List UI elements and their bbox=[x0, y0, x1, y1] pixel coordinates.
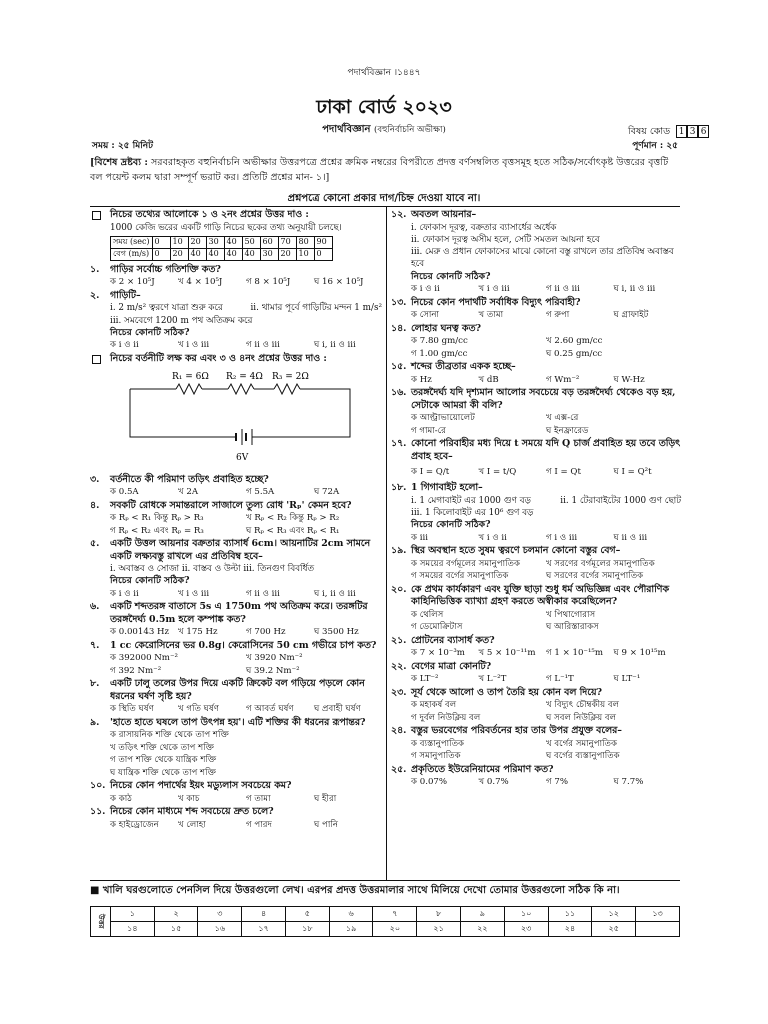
resistor-label-r3: R₃ = 2Ω bbox=[272, 372, 309, 383]
option: গ ডেমোক্রিটাস bbox=[411, 622, 463, 633]
stem-1-2: নিচের তথ্যের আলোকে ১ ও ২নং প্রশ্নের উত্তর দাও : bbox=[90, 209, 382, 222]
option: খ বর্গের সমানুপাতিক bbox=[546, 738, 618, 749]
battery-voltage-label: 6V bbox=[236, 453, 249, 464]
special-note-text: সরবরাহকৃত বহুনির্বাচনি অভীক্ষার উত্তরপত্রে প্রশ্নের ক্রমিক নম্বরের বিপরীতে প্রদত্ত বর্ণসম্বলিত বৃত্তসমূহ হতে সঠিক/সর্বোৎকৃষ্ট উত্তরের বৃত্তটি বল পয়েন্ট কলম দ্বারা সম্পূর্ণ ভরাট কর। প্রতিটি প্রশ্নের মান- ১।] bbox=[90, 157, 669, 183]
option: খ সরণের বর্গমূলের সমানুপাতিক bbox=[546, 558, 655, 569]
time-allowed: সময় : ২৫ মিনিট bbox=[92, 141, 154, 151]
bottom-divider bbox=[90, 880, 680, 881]
option: গ ii ও iii bbox=[246, 340, 280, 351]
option: খ dB bbox=[478, 374, 499, 385]
subject-note: (বহুনির্বাচনি অভীক্ষা) bbox=[374, 125, 446, 135]
subject-code bbox=[628, 125, 709, 138]
option: ক i ও ii bbox=[110, 588, 139, 599]
option: ক 0.00143 Hz bbox=[110, 627, 170, 638]
square-bullet-icon bbox=[92, 211, 101, 220]
option: গ পারদ bbox=[246, 819, 272, 830]
question-3: ৩. বর্তনীতে কী পরিমাণ তড়িৎ প্রবাহিত হচ্ছে? ক 0.5A খ 2A গ 5.5A ঘ 72A bbox=[90, 474, 382, 499]
question-5: ৫. একটি উত্তল আয়নার বক্রতার ব্যাসার্ধ 6cm। আয়নাটির 2cm সামনে একটি লক্ষ্যবস্তু রাখলে এর প্রতিবিম্ব হবে– i. অবাস্তব ও সোজা ii. বাস্তব ও উল্টা iii. তিনগুণ বিবর্ধিত নিচের কোনটি সঠিক? ক i ও ii খ i ও iii গ ii ও iii ঘ i, ii ও iii bbox=[90, 538, 382, 600]
option: খ i ও iii bbox=[478, 284, 510, 295]
option: গ আবর্ত ঘর্ষণ bbox=[246, 704, 294, 715]
option: খ 2.60 gm/cc bbox=[546, 336, 603, 347]
code-digit: 6 bbox=[698, 125, 709, 138]
option: খ 2A bbox=[178, 487, 199, 498]
option: ক কাঠ bbox=[110, 793, 132, 804]
option: খ I = t/Q bbox=[478, 467, 517, 478]
option: ক 7 × 10⁻³m bbox=[411, 648, 465, 659]
special-note-label: [বিশেষ দ্রষ্টব্য : bbox=[90, 157, 148, 168]
option: ঘ বর্গের ব্যস্তানুপাতিক bbox=[546, 751, 620, 762]
option: গ সমানুপাতিক bbox=[411, 751, 461, 762]
option: ক 2 × 10⁵J bbox=[110, 277, 155, 288]
option: ক 0.07% bbox=[411, 777, 448, 788]
option: খ i ও iii bbox=[178, 588, 210, 599]
option: ঘ হীরা bbox=[314, 793, 337, 804]
option: ক ব্যস্তানুপাতিক bbox=[411, 738, 465, 749]
question-9: ৯. 'হাতে হাতে ঘষলে তাপ উৎপন্ন হয়'। এটি শক্তির কী ধরনের রূপান্তর? ক রাসায়নিক শক্তি থেকে তাপ শক্তি খ তড়িৎ শক্তি থেকে তাপ শক্তি গ তাপ শক্তি থেকে যান্ত্রিক শক্তি ঘ যান্ত্রিক শক্তি থেকে তাপ শক্তি bbox=[90, 717, 382, 780]
option: গ ii ও iii bbox=[246, 588, 280, 599]
option: ঘ 39.2 Nm⁻² bbox=[246, 665, 300, 676]
option: ঘ 3500 Hz bbox=[314, 627, 359, 638]
option: ক সময়ের বর্গমূলের সমানুপাতিক bbox=[411, 558, 520, 569]
option: গ তামা bbox=[246, 793, 271, 804]
option: খ Rₚ < R₂ কিন্তু Rₚ > R₂ bbox=[246, 513, 340, 524]
option: খ 5 × 10⁻¹¹m bbox=[478, 648, 536, 659]
table-row: উত্তর ১ ২ ৩ ৪ ৫ ৬ ৭ ৮ ৯ ১০ ১১ ১২ ১৩ bbox=[91, 907, 680, 922]
question-25: ২৫. প্রকৃতিতে ইউরেনিয়ামের পরিমাণ কত? ক 0.07% খ 0.7% গ 7% ঘ 7.7% bbox=[391, 764, 681, 789]
option: ঘ W-Hz bbox=[613, 374, 645, 385]
option: খ 3920 Nm⁻² bbox=[246, 653, 303, 664]
option: ক থেলিস bbox=[411, 609, 444, 620]
option: গ 5.5A bbox=[246, 487, 275, 498]
table-row: ১৪ ১৫ ১৬ ১৭ ১৮ ১৯ ২০ ২১ ২২ ২৩ ২৪ ২৫ bbox=[91, 922, 680, 937]
option: ক রাসায়নিক শক্তি থেকে তাপ শক্তি bbox=[110, 730, 229, 741]
resistor-r3 bbox=[274, 384, 300, 394]
option: ঘ 16 × 10⁵J bbox=[314, 277, 364, 288]
option: গ I = Qt bbox=[546, 467, 581, 478]
option: গ ii ও iii bbox=[546, 284, 580, 295]
question-18: ১৮. 1 গিগাবাইট হলো– i. 1 মেগাবাইট এর 1000 গুণ বড় ii. 1 টেরাবাইটের 1000 গুণ ছোট iii. 1 কিলোবাইট এর 10⁶ গুণ বড় নিচের কোনটি সঠিক? ক iii খ i ও ii গ i ও iii ঘ ii ও iii bbox=[391, 482, 681, 543]
resistor-label-r1: R₁ = 6Ω bbox=[172, 372, 209, 383]
option: ক আল্ট্রাভায়োলেট bbox=[411, 413, 475, 424]
option: ঘ সরণের বর্গের সমানুপাতিক bbox=[546, 571, 644, 582]
resistor-r2 bbox=[228, 384, 254, 394]
question-12: ১২. অবতল আয়নার– i. ফোকাস দূরত্ব, বক্রতার ব্যাসার্ধের অর্ধেক ii. ফোকাস দূরত্ব অসীম হলে, সেটি সমতল আয়না হবে iii. মেরু ও প্রধান ফোকাসের মাঝে কোনো বস্তু রাখলে তার প্রতিবিম্ব অবাস্তব হবে নিচের কোনটি সঠিক? ক i ও ii খ i ও iii গ ii ও iii ঘ i, ii ও iii bbox=[391, 209, 681, 296]
option: ক মহাকর্ষ বল bbox=[411, 700, 457, 711]
stem-3-4: নিচের বর্তনীটি লক্ষ কর এবং ৩ ও ৪নং প্রশ্নের উত্তর দাও : bbox=[90, 353, 382, 366]
question-19: ১৯. স্থির অবস্থান হতে সুষম ত্বরণে চলমান কোনো বস্তুর বেগ– ক সময়ের বর্গমূলের সমানুপাতিক খ সরণের বর্গমূলের সমানুপাতিক গ সময়ের বর্গের সমানুপাতিক ঘ সরণের বর্গের সমানুপাতিক bbox=[391, 545, 681, 583]
option: গ দুর্বল নিউক্লিয় বল bbox=[411, 712, 481, 723]
column-divider bbox=[386, 207, 387, 880]
option: ঘ I = Q²t bbox=[613, 467, 652, 478]
question-17: ১৭. কোনো পরিবাহীর মধ্য দিয়ে t সময়ে যদি Q চার্জ প্রবাহিত হয় তবে তড়িৎ প্রবাহ হবে– ক I = Q/t খ I = t/Q গ I = Qt ঘ I = Q²t bbox=[391, 438, 681, 481]
top-divider bbox=[90, 206, 680, 207]
question-24: ২৪. বস্তুর ভরবেগের পরিবর্তনের হার তার উপর প্রযুক্ত বলের– ক ব্যস্তানুপাতিক খ বর্গের সমানুপাতিক গ সমানুপাতিক ঘ বর্গের ব্যস্তানুপাতিক bbox=[391, 725, 681, 763]
option: খ 4 × 10⁵J bbox=[178, 277, 223, 288]
option: গ রুপা bbox=[546, 310, 570, 321]
option: গ তাপ শক্তি থেকে যান্ত্রিক শক্তি bbox=[110, 755, 217, 766]
option: ঘ i, ii ও iii bbox=[314, 340, 356, 351]
option: ক iii bbox=[411, 532, 428, 543]
velocity-time-table bbox=[110, 236, 333, 261]
option: গ 1.00 gm/cc bbox=[411, 348, 468, 359]
option: খ লোহা bbox=[178, 819, 206, 830]
option: ক 7.80 gm/cc bbox=[411, 336, 468, 347]
question-15: ১৫. শব্দের তীব্রতার একক হচ্ছে– ক Hz খ dB গ Wm⁻² ঘ W-Hz bbox=[391, 361, 681, 386]
left-column bbox=[90, 209, 382, 832]
option: ঘ Rₚ < R₃ এবং Rₚ < R₁ bbox=[246, 525, 340, 536]
option: গ 700 Hz bbox=[246, 627, 286, 638]
option: ঘ ii ও iii bbox=[613, 532, 648, 543]
option: খ i ও ii bbox=[478, 532, 507, 543]
answer-grid-label: উত্তর bbox=[91, 907, 111, 937]
option: খ কাচ bbox=[178, 793, 200, 804]
option: ক Hz bbox=[411, 374, 432, 385]
question-22: ২২. বেগের মাত্রা কোনটি? ক LT⁻² খ L⁻²T গ L⁻¹T ঘ LT⁻¹ bbox=[391, 661, 681, 686]
special-note bbox=[90, 155, 680, 185]
option: গ Wm⁻² bbox=[546, 374, 580, 385]
right-column bbox=[391, 209, 681, 790]
full-marks: পূর্ণমান : ২৫ bbox=[632, 141, 678, 151]
page-title: ঢাকা বোর্ড ২০২৩ bbox=[316, 96, 452, 118]
code-digit: 3 bbox=[687, 125, 698, 138]
running-head: পদার্থবিজ্ঞান ।১৪৪৭ bbox=[347, 68, 421, 78]
question-23: ২৩. সূর্য থেকে আলো ও তাপ তৈরি হয় কোন বল দিয়ে? ক মহাকর্ষ বল খ বিদ্যুৎ চৌম্বকীয় বল গ দুর্বল নিউক্লিয় বল ঘ সবল নিউক্লিয় বল bbox=[391, 687, 681, 725]
subject-code-boxes bbox=[676, 125, 709, 138]
option: ঘ গ্রাফাইট bbox=[613, 310, 649, 321]
option: ঘ 0.25 gm/cc bbox=[546, 348, 603, 359]
stem-text: 1000 কেজি ভরের একটি গাড়ি নিচের ছকের তথ্য অনুযায়ী চলছে। bbox=[110, 222, 342, 233]
option: গ 8 × 10⁵J bbox=[246, 277, 291, 288]
resistor-r1 bbox=[176, 384, 202, 394]
option: ঘ সবল নিউক্লিয় বল bbox=[546, 712, 617, 723]
option: গ i ও iii bbox=[546, 532, 578, 543]
option: ক LT⁻² bbox=[411, 674, 439, 685]
option: ঘ i, ii ও iii bbox=[613, 284, 656, 295]
option: গ L⁻¹T bbox=[546, 674, 574, 685]
option: ঘ i, ii ও iii bbox=[314, 588, 356, 599]
option: ক সোনা bbox=[411, 310, 440, 321]
question-2: ২. গাড়িটি– i. 2 m/s² ত্বরণে যাত্রা শুরু করে ii. থামার পূর্বে গাড়িটির মন্দন 1 m/s² iii. সমবেগে 1200 m পথ অতিক্রম করে নিচের কোনটি সঠিক? ক i ও ii খ i ও iii গ ii ও iii ঘ i, ii ও iii bbox=[90, 289, 382, 351]
option: খ পিথাগোরাস bbox=[546, 609, 596, 620]
question-20: ২০. কে প্রথম কার্যকারণ এবং যুক্তি ছাড়া শুধু ধর্ম অভিজ্ঞিন্ন এবং পৌরাণিক কাহিনিভিত্তিক ব্যাখ্যা গ্রহণ করতে অস্বীকার করেছিলেন? ক থেলিস খ পিথাগোরাস গ ডেমোক্রিটাস ঘ আরিস্তারাকস bbox=[391, 584, 681, 634]
option: ক i ও ii bbox=[411, 284, 440, 295]
option: খ 0.7% bbox=[478, 777, 509, 788]
time-marks-line bbox=[92, 141, 678, 152]
option: গ Rₚ < R₂ এবং Rₚ = R₃ bbox=[110, 525, 204, 536]
option: গ গামা-রে bbox=[411, 425, 446, 436]
option: ক I = Q/t bbox=[411, 467, 450, 478]
question-4: ৪. সবকটি রোধকে সমান্তরালে সাজালে তুল্য রোধ 'Rₚ' কেমন হবে? ক Rₚ < R₁ কিন্তু Rₚ > R₃ খ Rₚ < R₂ কিন্তু Rₚ > R₂ গ Rₚ < R₂ এবং Rₚ = R₃ ঘ Rₚ < R₃ এবং Rₚ < R₁ bbox=[90, 500, 382, 538]
option: গ সময়ের বর্গের সমানুপাতিক bbox=[411, 571, 509, 582]
option: গ 7% bbox=[546, 777, 568, 788]
option: গ 1 × 10⁻¹⁵m bbox=[546, 648, 604, 659]
option: ঘ আরিস্তারাকস bbox=[546, 622, 599, 633]
question-14: ১৪. লোহার ঘনত্ব কত? ক 7.80 gm/cc খ 2.60 gm/cc গ 1.00 gm/cc ঘ 0.25 gm/cc bbox=[391, 323, 681, 361]
subject-name: পদার্থবিজ্ঞান bbox=[322, 124, 371, 135]
option: খ তামা bbox=[478, 310, 504, 321]
table-row: সময় (sec) 0 10 20 30 40 50 60 70 80 90 bbox=[111, 236, 333, 248]
question-21: ২১. প্রোটনের ব্যাসার্ধ কত? ক 7 × 10⁻³m খ 5 × 10⁻¹¹m গ 1 × 10⁻¹⁵m ঘ 9 × 10¹⁵m bbox=[391, 635, 681, 660]
question-11: ১১. নিচের কোন মাধ্যমে শব্দ সবচেয়ে দ্রুত চলে? ক হাইড্রোজেন খ লোহা গ পারদ ঘ পানি bbox=[90, 806, 382, 831]
question-7: ৭. 1 cc কেরোসিনের ভর 0.8g। কেরোসিনের 50 cm গভীরে চাপ কত? ক 392000 Nm⁻² খ 3920 Nm⁻² গ 392 Nm⁻² ঘ 39.2 Nm⁻² bbox=[90, 640, 382, 678]
answer-grid[interactable] bbox=[90, 906, 680, 937]
question-16: ১৬. তরঙ্গদৈর্ঘ্য যদি দৃশ্যমান আলোর সবচেয়ে বড় তরঙ্গদৈর্ঘ্য থেকেও বড় হয়, সেটাকে আমরা কী বলি? ক আল্ট্রাভায়োলেট খ এক্স-রে গ গামা-রে ঘ ইনফ্রারেড bbox=[391, 387, 681, 437]
option: ঘ LT⁻¹ bbox=[613, 674, 641, 685]
circuit-diagram bbox=[110, 367, 370, 465]
question-10: ১০. নিচের কোন পদার্থের ইয়ং মড্যুলাস সবচেয়ে কম? ক কাঠ খ কাচ গ তামা ঘ হীরা bbox=[90, 780, 382, 805]
table-row: বেগ (m/s) 0 20 40 40 40 40 30 20 10 0 bbox=[111, 248, 333, 260]
option: খ L⁻²T bbox=[478, 674, 507, 685]
option: ঘ 7.7% bbox=[613, 777, 644, 788]
subject-code-label: বিষয় কোড bbox=[628, 125, 671, 137]
question-6: ৬. একটি শব্দতরঙ্গ বাতাসে 5s এ 1750m পথ অতিক্রম করে। তরঙ্গটির তরঙ্গদৈর্ঘ্য 0.5m হলে কম্পাঙ্ক কত? ক 0.00143 Hz খ 175 Hz গ 700 Hz ঘ 3500 Hz bbox=[90, 601, 382, 639]
option: ঘ যান্ত্রিক শক্তি থেকে তাপ শক্তি bbox=[110, 767, 216, 778]
resistor-label-r2: R₂ = 4Ω bbox=[226, 372, 263, 383]
option: ক 0.5A bbox=[110, 487, 139, 498]
answer-instruction: ■ খালি ঘরগুলোতে পেনসিল দিয়ে উত্তরগুলো লেখ। এরপর প্রদত্ত উত্তরমালার সাথে মিলিয়ে দেখো তোমার উত্তরগুলো সঠিক কি না। bbox=[90, 885, 620, 896]
option: খ গতি ঘর্ষণ bbox=[178, 704, 219, 715]
option: খ তড়িৎ শক্তি থেকে তাপ শক্তি bbox=[110, 742, 215, 753]
option: ক i ও ii bbox=[110, 340, 139, 351]
option: ক হাইড্রোজেন bbox=[110, 819, 159, 830]
code-digit: 1 bbox=[676, 125, 687, 138]
option: ঘ ইনফ্রারেড bbox=[546, 425, 589, 436]
option: ক 392000 Nm⁻² bbox=[110, 653, 178, 664]
question-8: ৮. একটি ঢালু তলের উপর দিয়ে একটি ক্রিকেট বল গড়িয়ে পড়লে কোন ধরনের ঘর্ষণ সৃষ্টি হয়? ক স্থিতি ঘর্ষণ খ গতি ঘর্ষণ গ আবর্ত ঘর্ষণ ঘ প্রবাহী ঘর্ষণ bbox=[90, 678, 382, 716]
option: ঘ পানি bbox=[314, 819, 338, 830]
option: ক স্থিতি ঘর্ষণ bbox=[110, 704, 154, 715]
option: খ বিদ্যুৎ চৌম্বকীয় বল bbox=[546, 700, 620, 711]
option: খ i ও iii bbox=[178, 340, 210, 351]
option: ঘ প্রবাহী ঘর্ষণ bbox=[314, 704, 361, 715]
option: খ এক্স-রে bbox=[546, 413, 579, 424]
option: ঘ 72A bbox=[314, 487, 340, 498]
square-bullet-icon bbox=[92, 355, 101, 364]
option: ঘ 9 × 10¹⁵m bbox=[613, 648, 666, 659]
option: ক Rₚ < R₁ কিন্তু Rₚ > R₃ bbox=[110, 513, 204, 524]
option: খ 175 Hz bbox=[178, 627, 218, 638]
warning-text: প্রশ্নপত্রে কোনো প্রকার দাগ/চিহ্ন দেওয়া যাবে না। bbox=[287, 193, 481, 204]
question-1: ১. গাড়ির সর্বোচ্চ গতিশক্তি কত? ক 2 × 10⁵J খ 4 × 10⁵J গ 8 × 10⁵J ঘ 16 × 10⁵J bbox=[90, 264, 382, 289]
question-13: ১৩. নিচের কোন পদার্থটি সর্বাধিক বিদ্যুৎ পরিবাহী? ক সোনা খ তামা গ রুপা ঘ গ্রাফাইট bbox=[391, 297, 681, 322]
option: গ 392 Nm⁻² bbox=[110, 665, 162, 676]
